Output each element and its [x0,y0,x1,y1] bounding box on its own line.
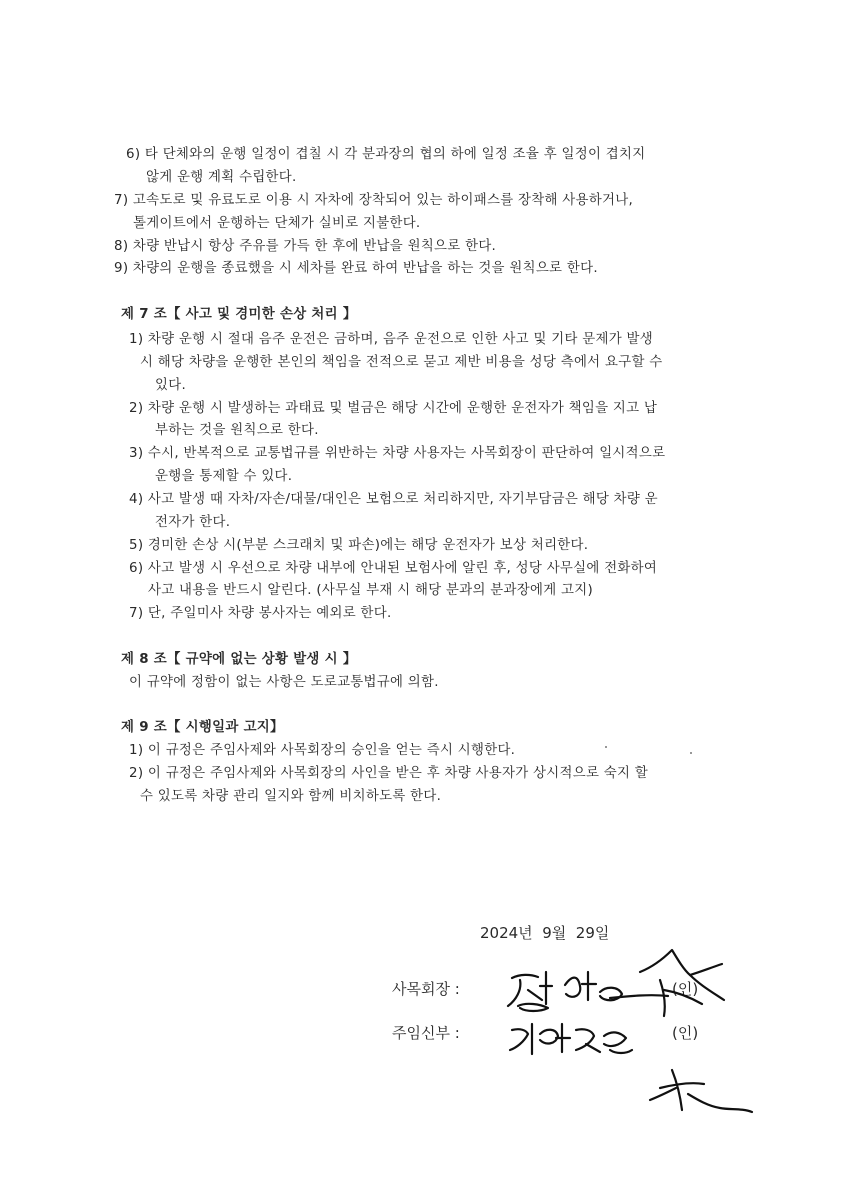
article-6-item-7-line-1: 7) 고속도로 및 유료도로 이용 시 자차에 장착되어 있는 하이패스를 장착해 사용하거나, [114,193,634,208]
article-7-line: 4) 사고 발생 때 자차/자손/대물/대인은 보험으로 처리하지만, 자기부담금은 해당 차량 운 [129,492,658,507]
pastor-label: 주임신부 : [392,1024,460,1042]
pastor-seal-mark: (인) [672,1024,699,1042]
article-9-line: 수 있도록 차량 관리 일지와 함께 비치하도록 한다. [140,789,442,804]
president-label: 사목회장 : [392,980,460,998]
article-7-line: 사고 내용을 반드시 알린다. (사무실 부재 시 해당 분과의 분과장에게 고지) [148,583,593,598]
scan-speck [690,752,692,754]
article-6-item-6-line-1: 6) 타 단체와의 운행 일정이 겹칠 시 각 분과장의 협의 하에 일정 조율 후 일정이 겹치지 [126,147,646,162]
article-6-item-9: 9) 차량의 운행을 종료했을 시 세차를 완료 하여 반납을 하는 것을 원칙으로 한다. [114,261,598,276]
pastor-signature-drawing [510,1024,752,1112]
article-9-heading: 제 9 조【 시행일과 고지】 [121,720,284,735]
article-7-line: 7) 단, 주일미사 차량 봉사자는 예외로 한다. [129,606,392,621]
article-7-line: 부하는 것을 원칙으로 한다. [155,423,319,438]
article-7-line: 전자가 한다. [155,515,231,530]
article-7-line: 5) 경미한 손상 시(부분 스크래치 및 파손)에는 해당 운전자가 보상 처리한다. [129,538,589,553]
article-6-item-7-line-2: 톨게이트에서 운행하는 단체가 실비로 지불한다. [133,216,421,231]
article-8-line: 이 규약에 정함이 없는 사항은 도로교통법규에 의함. [129,675,439,690]
scan-speck [605,746,607,748]
article-7-line: 시 해당 차량을 운행한 본인의 책임을 전적으로 묻고 제반 비용을 성당 측에서 요구할 수 [140,355,663,370]
article-8-heading: 제 8 조【 규약에 없는 상황 발생 시 】 [121,652,357,667]
article-7-line: 2) 차량 운행 시 발생하는 과태료 및 벌금은 해당 시간에 운행한 운전자가 책임을 지고 납 [129,401,658,416]
article-7-line: 6) 사고 발생 시 우선으로 차량 내부에 안내된 보험사에 알린 후, 성당 사무실에 전화하여 [129,561,658,576]
president-signature-drawing [508,950,724,1016]
article-9-line: 1) 이 규정은 주임사제와 사목회장의 승인을 얻는 즉시 시행한다. [129,743,516,758]
article-7-line: 운행을 통제할 수 있다. [155,469,293,484]
article-7-line: 있다. [155,378,187,393]
president-seal-mark: (인) [672,980,699,998]
article-7-line: 1) 차량 운행 시 절대 음주 운전은 금하며, 음주 운전으로 인한 사고 및 기타 문제가 발생 [129,332,654,347]
article-7-heading: 제 7 조【 사고 및 경미한 손상 처리 】 [121,307,357,322]
article-6-item-6-line-2: 않게 운행 계획 수립한다. [146,170,297,185]
article-7-line: 3) 수시, 반복적으로 교통법규를 위반하는 차량 사용자는 사목회장이 판단하여 일시적으로 [129,446,666,461]
article-6-item-8: 8) 차량 반납시 항상 주유를 가득 한 후에 반납을 원칙으로 한다. [114,239,497,254]
article-9-line: 2) 이 규정은 주임사제와 사목회장의 사인을 받은 후 차량 사용자가 상시적으로 숙지 할 [129,766,649,781]
signing-date: 2024년 9월 29일 [480,924,610,942]
